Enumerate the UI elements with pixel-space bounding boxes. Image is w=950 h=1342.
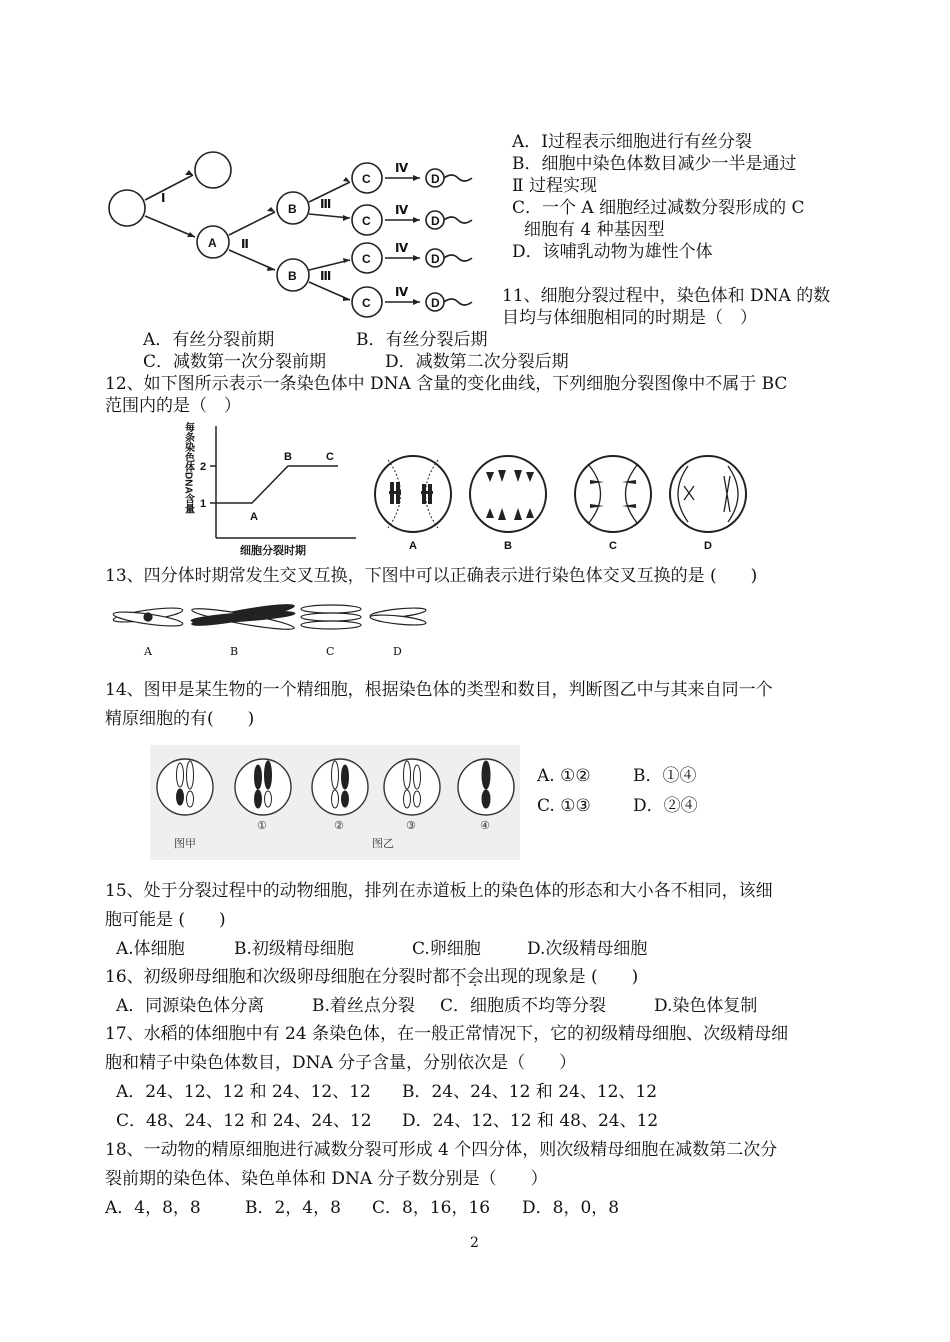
label-IV: Ⅳ — [395, 161, 409, 175]
label-II: Ⅱ — [241, 237, 249, 251]
label-A: A — [208, 236, 217, 250]
y-axis-label: 每条染色体DNA含量 — [182, 422, 194, 514]
q17-stem: 17、水稻的体细胞中有 24 条染色体，在一般正常情况下，它的初级精母细胞、次级精母细 — [105, 1024, 789, 1044]
q10-option-b: B．细胞中染色体数目减少一半是通过 — [512, 154, 797, 174]
q16-option-b: B.着丝点分裂 — [312, 996, 415, 1016]
tetrad-label-a: A — [144, 645, 152, 658]
label-D: D — [431, 296, 440, 310]
q18-option-a: A．4，8，8 — [105, 1198, 201, 1218]
q16-stem — [105, 966, 638, 988]
label-III: Ⅲ — [320, 197, 332, 211]
q16-stem-post: 出现的现象是 ( ) — [483, 967, 639, 987]
q11-option-d: D．减数第二次分裂后期 — [385, 352, 569, 372]
q17-option-a: A．24、12、12 和 24、12、12 — [116, 1082, 371, 1102]
q16-option-d: D.染色体复制 — [654, 996, 758, 1016]
q15-option-d: D.次级精母细胞 — [527, 939, 648, 959]
tetrad-label-d: D — [393, 645, 402, 658]
point-C: C — [326, 451, 334, 463]
q11-stem-cont: 目均与体细胞相同的时期是（ ） — [502, 308, 757, 328]
cell-label-d: D — [704, 540, 712, 552]
q13-stem: 13、四分体时期常发生交叉互换，下图中可以正确表示进行染色体交叉互换的是 ( ) — [105, 566, 758, 586]
q18-option-d: D．8，0，8 — [522, 1198, 620, 1218]
fig-yi-label: 图乙 — [372, 837, 394, 850]
q16-option-c: C．细胞质不均等分裂 — [440, 996, 607, 1016]
q11-option-b: B．有丝分裂后期 — [356, 330, 488, 350]
q14-stem: 14、图甲是某生物的一个精细胞，根据染色体的类型和数目，判断图乙中与其来自同一个 — [105, 680, 773, 700]
y-tick-2: 2 — [200, 461, 207, 473]
label-C: C — [362, 214, 371, 228]
label-C: C — [362, 172, 371, 186]
q17-stem-cont: 胞和精子中染色体数目，DNA 分子含量，分别依次是（ ） — [105, 1053, 577, 1073]
q12-stem-cont: 范围内的是（ ） — [105, 396, 241, 416]
q16-stem-pre: 16、初级卵母细胞和次级卵母细胞在分裂时都 — [105, 967, 450, 987]
page-number: 2 — [470, 1235, 479, 1251]
fig-num-4: ④ — [480, 819, 490, 832]
cell-label-c: C — [609, 540, 617, 552]
q12-cell-images — [368, 452, 758, 556]
q17-option-c: C．48、24、12 和 24、24、12 — [116, 1111, 372, 1131]
point-A: A — [250, 511, 258, 523]
q10-option-d: D．该哺乳动物为雄性个体 — [512, 242, 713, 262]
label-I: Ⅰ — [161, 191, 166, 205]
label-C: C — [362, 252, 371, 266]
label-IV: Ⅳ — [395, 285, 409, 299]
q16-emphasis-2: 会 — [466, 967, 484, 987]
label-B: B — [288, 269, 297, 283]
q15-option-b: B.初级精母细胞 — [234, 939, 354, 959]
q18-option-c: C．8，16，16 — [372, 1198, 491, 1218]
q15-option-a: A.体细胞 — [116, 939, 185, 959]
tetrad-label-c: C — [326, 645, 335, 658]
q16-emphasis-1: 不 — [449, 967, 467, 987]
q17-option-d: D．24、12、12 和 48、24、12 — [402, 1111, 659, 1131]
fig-num-1: ① — [257, 819, 267, 832]
q14-option-c: C. ①③ — [537, 796, 591, 816]
q15-stem: 15、处于分裂过程中的动物细胞，排列在赤道板上的染色体的形态和大小各不相同，该细 — [105, 881, 773, 901]
label-IV: Ⅳ — [395, 241, 409, 255]
y-tick-1: 1 — [200, 498, 207, 510]
q10-option-c: C．一个 A 细胞经过减数分裂形成的 C — [512, 198, 805, 218]
q14-option-b: B．①④ — [633, 766, 697, 786]
q11-option-a: A．有丝分裂前期 — [143, 330, 275, 350]
q18-stem: 18、一动物的精原细胞进行减数分裂可形成 4 个四分体，则次级精母细胞在减数第二次分 — [105, 1140, 778, 1160]
q14-stem-cont: 精原细胞的有( ) — [105, 709, 255, 729]
point-B: B — [284, 451, 292, 463]
q13-tetrad-images — [108, 595, 438, 661]
q16-option-a: A．同源染色体分离 — [116, 996, 265, 1016]
q12-dna-graph — [178, 418, 363, 558]
cell-label-a: A — [409, 540, 417, 552]
q10-option-a: A．Ⅰ过程表示细胞进行有丝分裂 — [512, 132, 752, 152]
q11-option-c: C．减数第一次分裂前期 — [143, 352, 327, 372]
q12-stem: 12、如下图所示表示一条染色体中 DNA 含量的变化曲线，下列细胞分裂图像中不属于 BC — [105, 374, 788, 394]
tetrad-label-b: B — [230, 645, 239, 658]
cell-label-b: B — [504, 540, 512, 552]
q10-option-b-cont: Ⅱ 过程实现 — [512, 176, 597, 196]
label-III: Ⅲ — [320, 269, 332, 283]
q17-option-b: B．24、24、12 和 24、12、12 — [402, 1082, 658, 1102]
q11-stem: 11、细胞分裂过程中，染色体和 DNA 的数 — [502, 286, 831, 306]
q14-figure-panel — [150, 745, 520, 860]
q15-option-c: C.卵细胞 — [412, 939, 481, 959]
q10-lineage-diagram — [105, 140, 490, 325]
label-C: C — [362, 296, 371, 310]
label-D: D — [431, 214, 440, 228]
x-axis-label: 细胞分裂时期 — [240, 545, 306, 557]
q14-option-a: A. ①② — [537, 766, 591, 786]
label-D: D — [431, 172, 440, 186]
q10-option-c-cont: 细胞有 4 种基因型 — [524, 220, 665, 240]
q18-stem-cont: 裂前期的染色体、染色单体和 DNA 分子数分别是（ ） — [105, 1169, 548, 1189]
fig-num-3: ③ — [406, 819, 416, 832]
q18-option-b: B．2，4，8 — [245, 1198, 341, 1218]
label-B: B — [288, 202, 297, 216]
label-IV: Ⅳ — [395, 203, 409, 217]
q15-stem-cont: 胞可能是 ( ) — [105, 910, 226, 930]
q14-option-d: D．②④ — [633, 796, 698, 816]
label-D: D — [431, 252, 440, 266]
fig-num-2: ② — [334, 819, 344, 832]
fig-jia-label: 图甲 — [174, 837, 196, 850]
q14-cells — [150, 745, 520, 860]
